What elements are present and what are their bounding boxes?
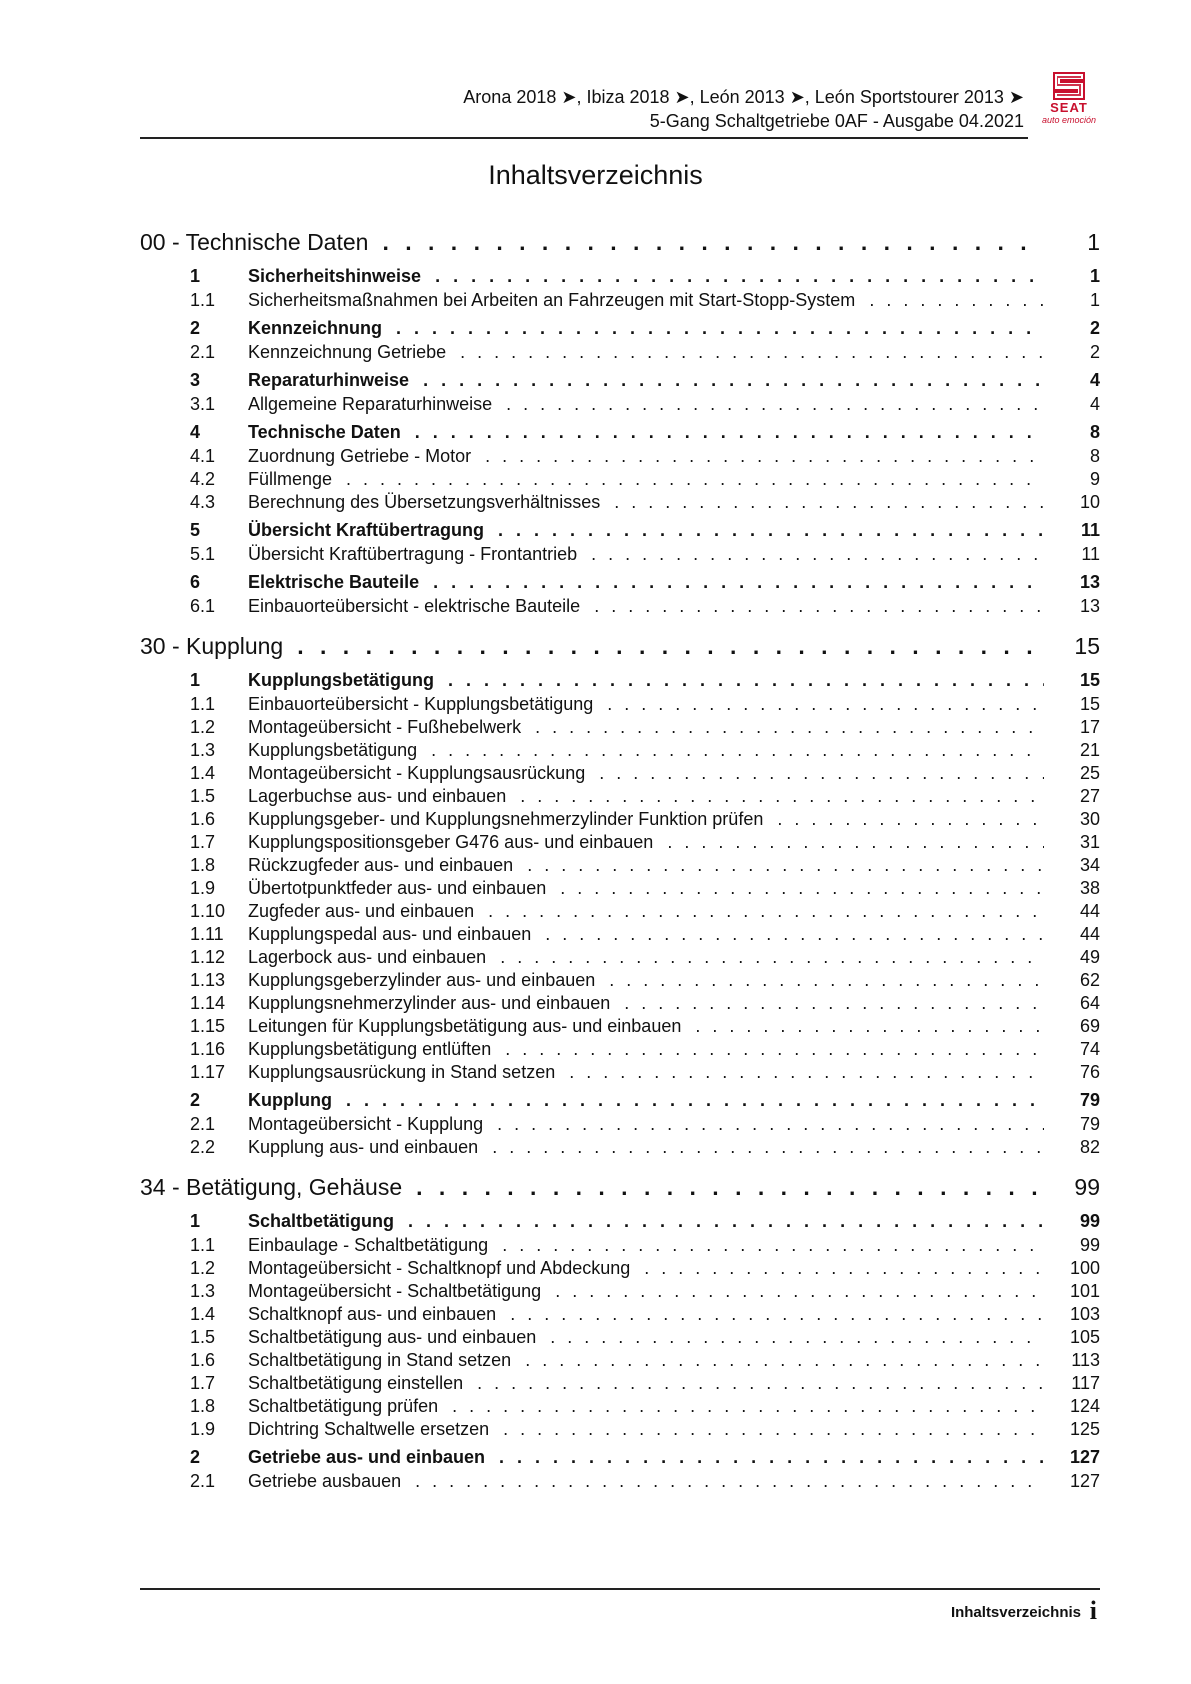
toc-entry-number: 1.17	[190, 1062, 226, 1082]
dot-leader	[415, 1470, 1044, 1493]
toc-section[interactable]	[140, 419, 1100, 445]
toc-page-number[interactable]: 2	[1089, 342, 1100, 362]
toc-entry-number: 2.2	[190, 1137, 216, 1157]
toc-subsection[interactable]	[140, 693, 1100, 716]
toc-page-number[interactable]: 21	[1079, 740, 1100, 760]
toc-chapter[interactable]	[140, 224, 1100, 260]
toc-entry-title[interactable]: Kupplungspedal aus- und einbauen	[248, 924, 532, 944]
footer-page-number: i	[1089, 1596, 1097, 1625]
toc-subsection[interactable]	[140, 808, 1100, 831]
toc-entry-title[interactable]: Reparaturhinweise	[248, 370, 410, 390]
dot-leader	[569, 1061, 1044, 1084]
dot-leader	[614, 491, 1044, 514]
toc-entry-number: 5.1	[190, 544, 216, 564]
toc-section[interactable]	[140, 315, 1100, 341]
toc-entry-title[interactable]: Kupplungsbetätigung	[248, 670, 434, 690]
toc-entry-title[interactable]: 30 - Kupplung	[140, 633, 284, 659]
toc-page-number[interactable]: 113	[1071, 1350, 1100, 1370]
toc-page-number[interactable]: 15	[1074, 633, 1100, 659]
dot-leader	[448, 667, 1044, 693]
toc-entry-number: 1	[190, 670, 201, 690]
toc-entry-number: 3.1	[190, 394, 216, 414]
toc-subsection[interactable]	[140, 716, 1100, 739]
dot-leader	[433, 569, 1044, 595]
header-edition-line: 5-Gang Schaltgetriebe 0AF - Ausgabe 04.2021	[649, 111, 1024, 131]
toc-page-number[interactable]: 44	[1079, 901, 1100, 921]
toc-entry-number: 1.7	[190, 832, 216, 852]
toc-entry-title[interactable]: Sicherheitsmaßnahmen bei Arbeiten an Fahrzeugen mit Start-Stopp-System	[248, 290, 856, 310]
toc-entry-number: 2	[190, 1090, 201, 1110]
toc-page-number[interactable]: 76	[1079, 1062, 1100, 1082]
dot-leader	[346, 468, 1044, 491]
toc-entry-number: 1.5	[190, 1327, 216, 1347]
toc-entry-number: 1.2	[190, 1258, 216, 1278]
toc-subsection[interactable]	[140, 491, 1100, 514]
toc-page-number[interactable]: 127	[1069, 1471, 1100, 1491]
toc-entry-title[interactable]: 34 - Betätigung, Gehäuse	[140, 1174, 403, 1200]
toc-entry-title[interactable]: Lagerbuchse aus- und einbauen	[248, 786, 507, 806]
toc-section[interactable]	[140, 263, 1100, 289]
toc-page-number[interactable]: 62	[1079, 970, 1100, 990]
toc-entry-title[interactable]: Leitungen für Kupplungsbetätigung aus- und einbauen	[248, 1016, 682, 1036]
toc-subsection[interactable]	[140, 785, 1100, 808]
toc-entry-number: 1.3	[190, 740, 216, 760]
toc-entry-title[interactable]: Montageübersicht - Schaltknopf und Abdeckung	[248, 1258, 631, 1278]
dot-leader	[382, 224, 1044, 260]
dot-leader	[502, 1234, 1044, 1257]
toc-entry-title[interactable]: Schaltbetätigung prüfen	[248, 1396, 439, 1416]
toc-entry-title[interactable]: Lagerbock aus- und einbauen	[248, 947, 487, 967]
logo-wordmark: SEAT	[1050, 100, 1088, 115]
toc-section[interactable]	[140, 517, 1100, 543]
toc-page-number[interactable]: 79	[1079, 1090, 1100, 1110]
dot-leader	[505, 1038, 1044, 1061]
toc-entry-title[interactable]: Zuordnung Getriebe - Motor	[248, 446, 472, 466]
toc-entry-title[interactable]: Berechnung des Übersetzungsverhältnisses	[248, 492, 601, 512]
toc-page-number[interactable]: 17	[1079, 717, 1100, 737]
toc-entry-title[interactable]: Sicherheitshinweise	[248, 266, 422, 286]
dot-leader	[408, 1208, 1044, 1234]
toc-subsection[interactable]	[140, 1326, 1100, 1349]
toc-page-number[interactable]: 31	[1079, 832, 1100, 852]
toc-entry-title[interactable]: Einbauorteübersicht - elektrische Bauteile	[248, 596, 581, 616]
toc-page-number[interactable]: 99	[1074, 1174, 1100, 1200]
toc-entry-number: 1.1	[190, 694, 216, 714]
toc-entry-number: 1.1	[190, 290, 216, 310]
toc-entry-number: 1.7	[190, 1373, 216, 1393]
dot-leader	[477, 1372, 1044, 1395]
toc-entry-title[interactable]: Montageübersicht - Kupplung	[248, 1114, 484, 1134]
toc-entry-number: 6.1	[190, 596, 216, 616]
dot-leader	[485, 445, 1044, 468]
toc-page-number[interactable]: 49	[1079, 947, 1100, 967]
toc-subsection[interactable]	[140, 946, 1100, 969]
toc-subsection[interactable]	[140, 1234, 1100, 1257]
toc-entry-number: 4.1	[190, 446, 216, 466]
toc-entry-title[interactable]: Kupplung aus- und einbauen	[248, 1137, 479, 1157]
toc-entry-title[interactable]: Elektrische Bauteile	[248, 572, 420, 592]
dot-leader	[644, 1257, 1044, 1280]
toc-entry-number: 1.8	[190, 1396, 216, 1416]
toc-subsection[interactable]	[140, 831, 1100, 854]
toc-entry-title[interactable]: Schaltbetätigung aus- und einbauen	[248, 1327, 537, 1347]
toc-entry-number: 3	[190, 370, 201, 390]
dot-leader	[535, 716, 1044, 739]
toc-entry-title[interactable]: Rückzugfeder aus- und einbauen	[248, 855, 514, 875]
toc-entry-title[interactable]: Einbaulage - Schaltbetätigung	[248, 1235, 489, 1255]
dot-leader	[624, 992, 1044, 1015]
toc-entry-number: 1.1	[190, 1235, 216, 1255]
toc-page-number[interactable]: 1	[1089, 290, 1100, 310]
dot-leader	[591, 543, 1044, 566]
dot-leader	[607, 693, 1044, 716]
toc-entry-title[interactable]: Übersicht Kraftübertragung - Frontantrieb	[248, 544, 578, 564]
dot-leader	[525, 1349, 1044, 1372]
toc-section[interactable]	[140, 367, 1100, 393]
dot-leader	[423, 367, 1044, 393]
dot-leader	[527, 854, 1044, 877]
toc-page-number[interactable]: 11	[1080, 520, 1100, 540]
toc-entry-title[interactable]: Schaltbetätigung	[248, 1211, 395, 1231]
toc-entry-title[interactable]: 00 - Technische Daten	[140, 229, 369, 255]
toc-subsection[interactable]	[140, 1372, 1100, 1395]
toc-entry-title[interactable]: Montageübersicht - Fußhebelwerk	[248, 717, 522, 737]
toc-subsection[interactable]	[140, 762, 1100, 785]
toc-entry-title[interactable]: Kennzeichnung	[248, 318, 382, 338]
toc-entry-number: 5	[190, 520, 201, 540]
toc-entry-title[interactable]: Kupplungspositionsgeber G476 aus- und einbauen	[248, 832, 654, 852]
toc-subsection[interactable]	[140, 543, 1100, 566]
toc-page-number[interactable]: 4	[1089, 394, 1100, 414]
toc-subsection[interactable]	[140, 341, 1100, 364]
dot-leader	[460, 341, 1044, 364]
dot-leader	[497, 1113, 1044, 1136]
toc-subsection[interactable]	[140, 739, 1100, 762]
dot-leader	[609, 969, 1044, 992]
seat-logo	[1038, 71, 1100, 133]
toc-subsection[interactable]	[140, 1061, 1100, 1084]
toc-page-number[interactable]: 82	[1079, 1137, 1100, 1157]
toc-subsection[interactable]	[140, 1136, 1100, 1159]
toc-subsection[interactable]	[140, 445, 1100, 468]
toc-entry-number: 1.8	[190, 855, 216, 875]
dot-leader	[416, 1169, 1044, 1205]
dot-leader	[520, 785, 1044, 808]
toc-entry-number: 1	[190, 1211, 201, 1231]
toc-subsection[interactable]	[140, 468, 1100, 491]
toc-entry-title[interactable]: Einbauorteübersicht - Kupplungsbetätigung	[248, 694, 594, 714]
toc-entry-number: 4.3	[190, 492, 216, 512]
header-text	[463, 85, 1024, 133]
toc-subsection[interactable]	[140, 1418, 1100, 1441]
toc-section[interactable]	[140, 569, 1100, 595]
toc-entry-number: 2	[190, 318, 201, 338]
dot-leader	[560, 877, 1044, 900]
dot-leader	[695, 1015, 1044, 1038]
toc-page-number[interactable]: 8	[1089, 422, 1100, 442]
toc-entry-number: 1.10	[190, 901, 226, 921]
toc-entry-title[interactable]: Füllmenge	[248, 469, 333, 489]
toc-entry-number: 1.2	[190, 717, 216, 737]
toc-entry-title[interactable]: Getriebe ausbauen	[248, 1471, 402, 1491]
dot-leader	[498, 517, 1044, 543]
toc-page-number[interactable]: 79	[1079, 1114, 1100, 1134]
toc-entry-number: 1.9	[190, 1419, 216, 1439]
toc-page-number[interactable]: 124	[1069, 1396, 1100, 1416]
toc-subsection[interactable]	[140, 877, 1100, 900]
table-of-contents	[140, 224, 1100, 1493]
header-rule	[140, 137, 1028, 139]
toc-subsection[interactable]	[140, 1113, 1100, 1136]
toc-page-number[interactable]: 10	[1079, 492, 1100, 512]
toc-entry-number: 4.2	[190, 469, 216, 489]
dot-leader	[499, 1444, 1044, 1470]
toc-page-number[interactable]: 99	[1079, 1211, 1100, 1231]
toc-subsection[interactable]	[140, 1257, 1100, 1280]
toc-entry-title[interactable]: Schaltbetätigung in Stand setzen	[248, 1350, 512, 1370]
toc-entry-number: 1.13	[190, 970, 226, 990]
toc-entry-title[interactable]: Montageübersicht - Kupplungsausrückung	[248, 763, 586, 783]
toc-subsection[interactable]	[140, 900, 1100, 923]
dot-leader	[297, 628, 1044, 664]
toc-page-number[interactable]: 64	[1079, 993, 1100, 1013]
toc-entry-number: 1.11	[190, 924, 224, 944]
toc-page-number[interactable]: 27	[1079, 786, 1100, 806]
toc-entry-number: 1.6	[190, 1350, 216, 1370]
toc-page-number[interactable]: 100	[1069, 1258, 1100, 1278]
dot-leader	[599, 762, 1044, 785]
toc-subsection[interactable]	[140, 923, 1100, 946]
toc-entry-number: 6	[190, 572, 201, 592]
toc-entry-title[interactable]: Kupplungsbetätigung entlüften	[248, 1039, 492, 1059]
toc-page-number[interactable]: 4	[1089, 370, 1100, 390]
toc-entry-title[interactable]: Dichtring Schaltwelle ersetzen	[248, 1419, 490, 1439]
toc-page-number[interactable]: 38	[1079, 878, 1100, 898]
toc-page-number[interactable]: 105	[1069, 1327, 1100, 1347]
toc-subsection[interactable]	[140, 1303, 1100, 1326]
toc-entry-number: 2.1	[190, 342, 216, 362]
toc-subsection[interactable]	[140, 1395, 1100, 1418]
toc-chapter[interactable]	[140, 1169, 1100, 1205]
toc-entry-title[interactable]: Allgemeine Reparaturhinweise	[248, 394, 493, 414]
toc-entry-number: 2.1	[190, 1471, 216, 1491]
footer-rule	[140, 1588, 1100, 1590]
toc-entry-number: 1.14	[190, 993, 226, 1013]
toc-page-number[interactable]: 74	[1079, 1039, 1100, 1059]
toc-page-number[interactable]: 9	[1089, 469, 1100, 489]
toc-entry-number: 1.4	[190, 763, 216, 783]
toc-subsection[interactable]	[140, 1280, 1100, 1303]
dot-leader	[431, 739, 1044, 762]
toc-page-number[interactable]: 117	[1071, 1373, 1100, 1393]
toc-page-number[interactable]: 1	[1089, 266, 1100, 286]
dot-leader	[506, 393, 1044, 416]
toc-chapter[interactable]	[140, 628, 1100, 664]
toc-subsection[interactable]	[140, 595, 1100, 618]
toc-subsection[interactable]	[140, 992, 1100, 1015]
dot-leader	[545, 923, 1044, 946]
toc-page-number[interactable]: 13	[1079, 572, 1100, 592]
toc-section[interactable]	[140, 1087, 1100, 1113]
toc-entry-title[interactable]: Schaltbetätigung einstellen	[248, 1373, 464, 1393]
dot-leader	[503, 1418, 1044, 1441]
toc-subsection[interactable]	[140, 854, 1100, 877]
toc-page-number[interactable]: 99	[1079, 1235, 1100, 1255]
logo-claim: auto emoción	[1041, 115, 1097, 125]
toc-entry-number: 1.12	[190, 947, 226, 967]
toc-entry-number: 2.1	[190, 1114, 216, 1134]
toc-subsection[interactable]	[140, 1349, 1100, 1372]
dot-leader	[667, 831, 1044, 854]
toc-entry-number: 1.15	[190, 1016, 226, 1036]
toc-page-number[interactable]: 101	[1069, 1281, 1100, 1301]
dot-leader	[415, 419, 1044, 445]
toc-entry-title[interactable]: Kupplungsausrückung in Stand setzen	[248, 1062, 556, 1082]
page-header	[140, 85, 1100, 140]
toc-entry-number: 2	[190, 1447, 201, 1467]
toc-entry-title[interactable]: Kupplungsbetätigung	[248, 740, 418, 760]
toc-subsection[interactable]	[140, 969, 1100, 992]
dot-leader	[869, 289, 1044, 312]
footer-label: Inhaltsverzeichnis	[950, 1604, 1081, 1621]
toc-subsection[interactable]	[140, 289, 1100, 312]
toc-page-number[interactable]: 103	[1069, 1304, 1100, 1324]
dot-leader	[488, 900, 1044, 923]
dot-leader	[777, 808, 1044, 831]
toc-subsection[interactable]	[140, 1015, 1100, 1038]
dot-leader	[396, 315, 1044, 341]
toc-page-number[interactable]: 15	[1079, 670, 1100, 690]
toc-section[interactable]	[140, 1444, 1100, 1470]
toc-entry-number: 1.6	[190, 809, 216, 829]
toc-entry-title[interactable]: Zugfeder aus- und einbauen	[248, 901, 475, 921]
toc-entry-title[interactable]: Kupplung	[248, 1090, 332, 1110]
toc-entry-title[interactable]: Übersicht Kraftübertragung	[248, 520, 485, 540]
toc-entry-title[interactable]: Schaltknopf aus- und einbauen	[248, 1304, 497, 1324]
toc-page-number[interactable]: 125	[1069, 1419, 1100, 1439]
toc-entry-number: 1.9	[190, 878, 216, 898]
dot-leader	[435, 263, 1044, 289]
toc-section[interactable]	[140, 1208, 1100, 1234]
dot-leader	[555, 1280, 1044, 1303]
header-vehicle-line: Arona 2018 ➤, Ibiza 2018 ➤, León 2013 ➤, León Sportstourer 2013 ➤	[463, 87, 1024, 107]
toc-page-number[interactable]: 34	[1079, 855, 1100, 875]
dot-leader	[594, 595, 1044, 618]
toc-subsection[interactable]	[140, 393, 1100, 416]
toc-entry-title[interactable]: Übertotpunktfeder aus- und einbauen	[248, 878, 547, 898]
toc-entry-number: 1.4	[190, 1304, 216, 1324]
page-title: Inhaltsverzeichnis	[488, 160, 703, 190]
toc-entry-title[interactable]: Kennzeichnung Getriebe	[248, 342, 447, 362]
toc-entry-title[interactable]: Kupplungsnehmerzylinder aus- und einbauen	[248, 993, 611, 1013]
toc-page-number[interactable]: 25	[1079, 763, 1100, 783]
toc-entry-title[interactable]: Kupplungsgeber- und Kupplungsnehmerzylinder Funktion prüfen	[248, 809, 764, 829]
toc-page-number[interactable]: 69	[1079, 1016, 1100, 1036]
toc-entry-number: 4	[190, 422, 201, 442]
toc-entry-number: 1.3	[190, 1281, 216, 1301]
dot-leader	[452, 1395, 1044, 1418]
toc-page-number[interactable]: 13	[1079, 596, 1100, 616]
dot-leader	[510, 1303, 1044, 1326]
toc-subsection[interactable]	[140, 1470, 1100, 1493]
dot-leader	[500, 946, 1044, 969]
toc-page-number[interactable]: 44	[1079, 924, 1100, 944]
toc-page-number[interactable]: 127	[1069, 1447, 1100, 1467]
toc-page-number[interactable]: 1	[1087, 229, 1100, 255]
toc-entry-number: 1	[190, 266, 201, 286]
seat-emblem-icon	[1051, 71, 1087, 101]
toc-page-number[interactable]: 8	[1089, 446, 1100, 466]
toc-subsection[interactable]	[140, 1038, 1100, 1061]
toc-entry-title[interactable]: Montageübersicht - Schaltbetätigung	[248, 1281, 542, 1301]
toc-page-number[interactable]: 15	[1079, 694, 1100, 714]
toc-entry-number: 1.5	[190, 786, 216, 806]
toc-entry-title[interactable]: Technische Daten	[248, 422, 401, 442]
toc-entry-title[interactable]: Kupplungsgeberzylinder aus- und einbauen	[248, 970, 596, 990]
toc-page-number[interactable]: 2	[1089, 318, 1100, 338]
toc-section[interactable]	[140, 667, 1100, 693]
dot-leader	[346, 1087, 1044, 1113]
toc-page-number[interactable]: 30	[1079, 809, 1100, 829]
toc-entry-number: 1.16	[190, 1039, 226, 1059]
toc-page-number[interactable]: 11	[1081, 544, 1100, 564]
toc-entry-title[interactable]: Getriebe aus- und einbauen	[248, 1447, 486, 1467]
dot-leader	[492, 1136, 1044, 1159]
dot-leader	[550, 1326, 1044, 1349]
